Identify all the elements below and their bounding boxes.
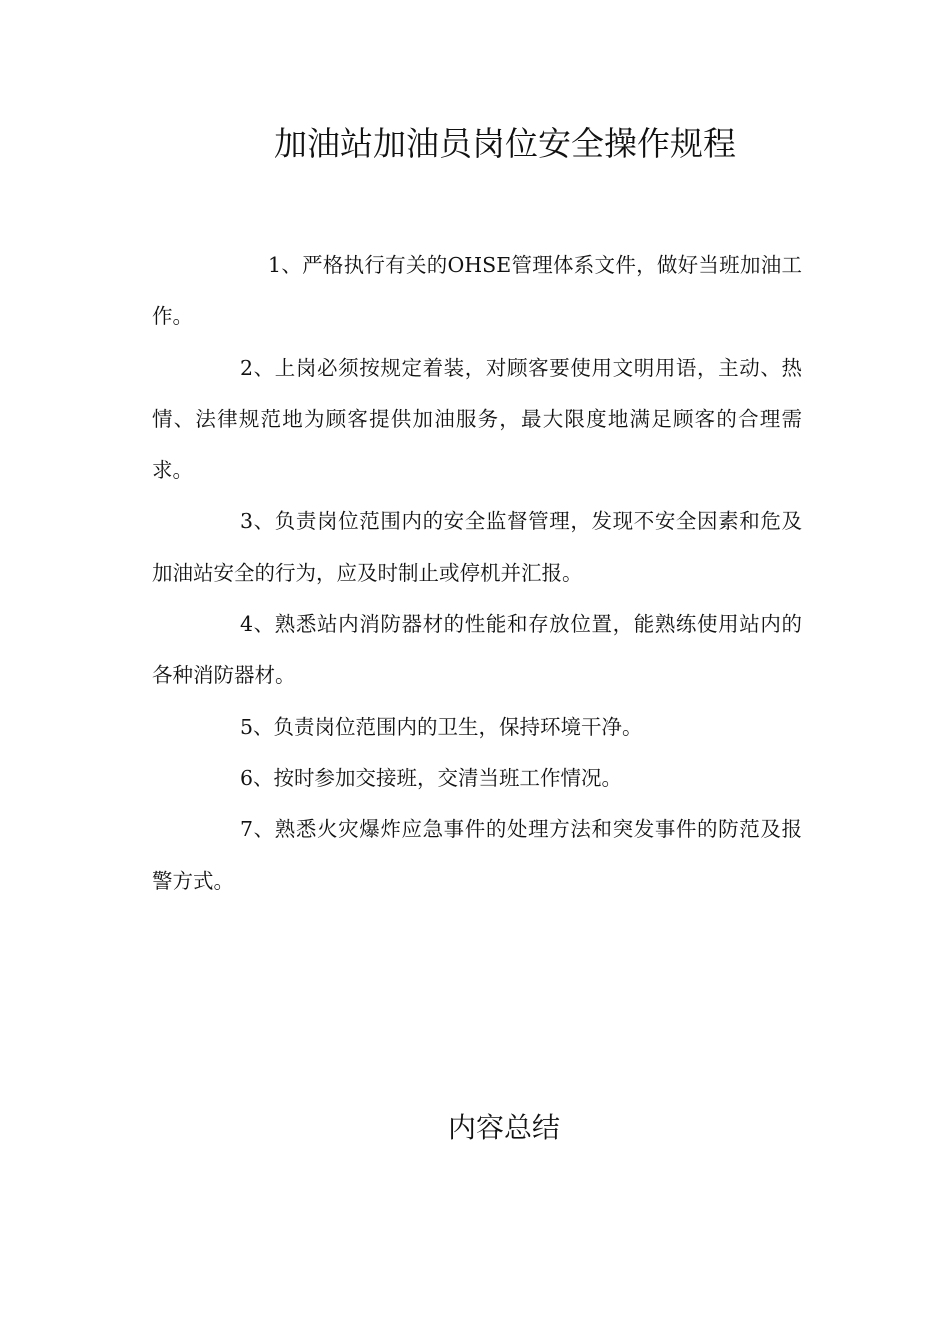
paragraph-item-4: 4、熟悉站内消防器材的性能和存放位置，能熟练使用站内的各种消防器材。 — [152, 612, 802, 688]
paragraph-item-3: 3、负责岗位范围内的安全监督管理，发现不安全因素和危及加油站安全的行为，应及时制止或停机并汇报。 — [152, 509, 802, 585]
document-title: 加油站加油员岗位安全操作规程 — [274, 124, 736, 163]
paragraph-item-7: 7、熟悉火灾爆炸应急事件的处理方法和突发事件的防范及报警方式。 — [152, 817, 802, 893]
paragraph-item-1: 1、严格执行有关的OHSE管理体系文件，做好当班加油工作。 — [152, 253, 802, 329]
document-body — [152, 240, 802, 907]
summary-heading: 内容总结 — [448, 1111, 561, 1144]
paragraph-item-6: 6、按时参加交接班，交清当班工作情况。 — [240, 765, 623, 790]
paragraph-item-2: 2、上岗必须按规定着装，对顾客要使用文明用语，主动、热情、法律规范地为顾客提供加油服务，最大限度地满足顾客的合理需求。 — [152, 355, 802, 483]
paragraph-item-5: 5、负责岗位范围内的卫生，保持环境干净。 — [240, 714, 643, 739]
